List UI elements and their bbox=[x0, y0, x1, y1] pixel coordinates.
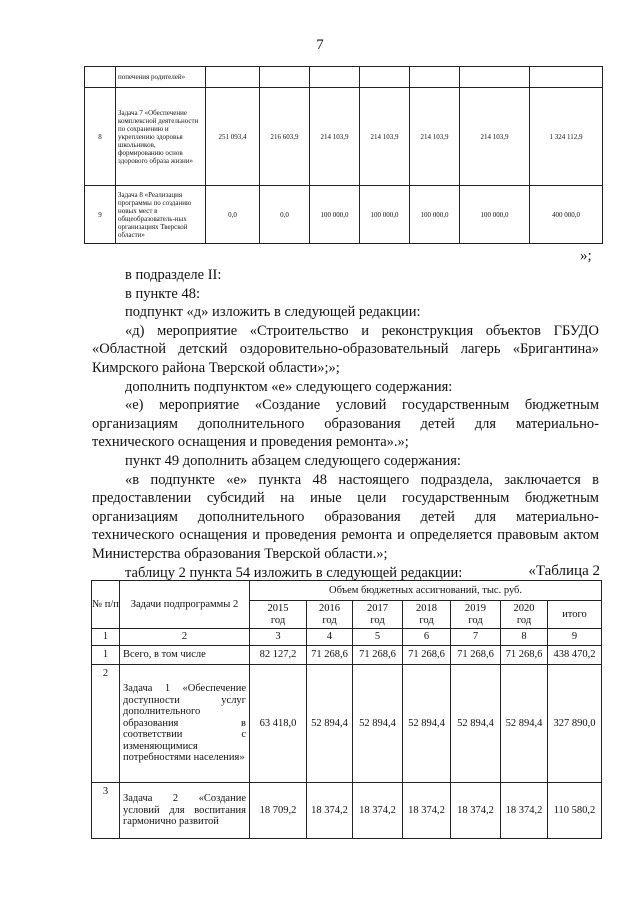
paragraph: «д) мероприятие «Строительство и реконструкция объектов ГБУДО «Областной детский оздоровительно-образовательный лагерь «Бригантина» Кимрского района Тверской области»;»; bbox=[92, 322, 599, 376]
column-number: 3 bbox=[250, 629, 307, 646]
row-number: 3 bbox=[92, 783, 120, 839]
value-cell: 327 890,0 bbox=[548, 665, 602, 783]
header-year: 2019 год bbox=[451, 601, 501, 629]
header-year: 2020 год bbox=[501, 601, 548, 629]
column-number: 7 bbox=[451, 629, 501, 646]
amendment-text bbox=[92, 266, 599, 582]
header-year: 2018 год bbox=[403, 601, 451, 629]
value-cell: 216 603,9 bbox=[260, 88, 310, 186]
value-cell: 1 324 112,9 bbox=[530, 88, 603, 186]
header-row bbox=[92, 581, 602, 601]
table-row bbox=[85, 67, 603, 88]
table-row bbox=[92, 665, 602, 783]
task-cell: Задача 1 «Обеспечение доступности услуг дополнительного образования в соответствии с изменяющимися потребностями населения» bbox=[120, 665, 250, 783]
paragraph: подпункт «д» изложить в следующей редакции: bbox=[125, 304, 421, 321]
value-cell: 0,0 bbox=[260, 186, 310, 244]
row-number: 9 bbox=[85, 186, 116, 244]
column-number: 4 bbox=[307, 629, 353, 646]
value-cell: 0,0 bbox=[206, 186, 260, 244]
header-budget: Объем бюджетных ассигнований, тыс. руб. bbox=[250, 581, 602, 601]
value-cell: 438 470,2 bbox=[548, 646, 602, 665]
row-number: 2 bbox=[92, 665, 120, 783]
value-cell: 52 894,4 bbox=[307, 665, 353, 783]
budget-table-2 bbox=[91, 580, 602, 839]
value-cell: 18 374,2 bbox=[501, 783, 548, 839]
row-number: 8 bbox=[85, 88, 116, 186]
value-cell bbox=[530, 67, 603, 88]
row-number: 1 bbox=[92, 646, 120, 665]
value-cell: 71 268,6 bbox=[403, 646, 451, 665]
value-cell: 100 000,0 bbox=[460, 186, 530, 244]
header-tasks: Задачи подпрограммы 2 bbox=[120, 581, 250, 629]
task-cell: попечения родителей» bbox=[116, 67, 206, 88]
continued-budget-table bbox=[84, 66, 603, 244]
task-cell: Всего, в том числе bbox=[120, 646, 250, 665]
paragraph: в пункте 48: bbox=[125, 285, 201, 302]
value-cell: 214 103,9 bbox=[410, 88, 460, 186]
value-cell: 71 268,6 bbox=[501, 646, 548, 665]
column-number: 2 bbox=[120, 629, 250, 646]
table-row bbox=[92, 783, 602, 839]
value-cell: 63 418,0 bbox=[250, 665, 307, 783]
value-cell: 400 000,0 bbox=[530, 186, 603, 244]
value-cell: 214 103,9 bbox=[460, 88, 530, 186]
paragraph: дополнить подпунктом «е» следующего содержания: bbox=[125, 378, 453, 395]
value-cell: 52 894,4 bbox=[501, 665, 548, 783]
header-year: 2016 год bbox=[307, 601, 353, 629]
task-cell: Задача 7 «Обеспечение комплексной деятельности по сохранению и укреплению здоровья школьников, формированию основ здорового образа жизни» bbox=[116, 88, 206, 186]
column-number: 5 bbox=[353, 629, 403, 646]
value-cell: 251 093,4 bbox=[206, 88, 260, 186]
value-cell: 100 000,0 bbox=[310, 186, 360, 244]
paragraph: пункт 49 дополнить абзацем следующего содержания: bbox=[125, 452, 461, 469]
value-cell: 110 580,2 bbox=[548, 783, 602, 839]
header-num: № п/п bbox=[92, 581, 120, 629]
table-row bbox=[85, 186, 603, 244]
task-cell: Задача 2 «Создание условий для воспитания гармонично развитой bbox=[120, 783, 250, 839]
value-cell: 214 103,9 bbox=[310, 88, 360, 186]
value-cell bbox=[310, 67, 360, 88]
column-number: 1 bbox=[92, 629, 120, 646]
paragraph: таблицу 2 пункта 54 изложить в следующей редакции: bbox=[125, 564, 463, 581]
value-cell bbox=[410, 67, 460, 88]
paragraph: в подразделе II: bbox=[125, 267, 222, 283]
table-caption: «Таблица 2 bbox=[528, 563, 600, 579]
table-row bbox=[85, 88, 603, 186]
table-row bbox=[92, 646, 602, 665]
paragraph: «в подпункте «е» пункта 48 настоящего подраздела, заключается в предоставлении субсидий на иные цели государственным бюджетным организациям дополнительного образования детей для материально-технического оснащения и проведения ремонта и определяется правовым актом Министерства образования Тверской области.»; bbox=[92, 471, 599, 562]
value-cell: 214 103,9 bbox=[360, 88, 410, 186]
header-year: 2017 год bbox=[353, 601, 403, 629]
value-cell: 100 000,0 bbox=[410, 186, 460, 244]
value-cell: 18 374,2 bbox=[403, 783, 451, 839]
value-cell: 18 374,2 bbox=[353, 783, 403, 839]
column-number: 8 bbox=[501, 629, 548, 646]
column-number: 6 bbox=[403, 629, 451, 646]
quote-closing-mark: »; bbox=[580, 248, 592, 264]
paragraph: «е) мероприятие «Создание условий государственным бюджетным организациям дополнительного образования детей для материально-технического оснащения и проведения ремонта».»; bbox=[92, 397, 599, 451]
value-cell: 18 709,2 bbox=[250, 783, 307, 839]
value-cell: 52 894,4 bbox=[353, 665, 403, 783]
value-cell: 71 268,6 bbox=[451, 646, 501, 665]
value-cell: 18 374,2 bbox=[307, 783, 353, 839]
value-cell: 71 268,6 bbox=[353, 646, 403, 665]
header-year: 2015 год bbox=[250, 601, 307, 629]
value-cell: 100 000,0 bbox=[360, 186, 410, 244]
value-cell bbox=[260, 67, 310, 88]
value-cell: 71 268,6 bbox=[307, 646, 353, 665]
value-cell bbox=[360, 67, 410, 88]
column-number: 9 bbox=[548, 629, 602, 646]
value-cell bbox=[206, 67, 260, 88]
row-number bbox=[85, 67, 116, 88]
column-number-row bbox=[92, 629, 602, 646]
header-total: итого bbox=[548, 601, 602, 629]
value-cell: 18 374,2 bbox=[451, 783, 501, 839]
task-cell: Задача 8 «Реализация программы по созданию новых мест в общеобразователь-ных организациях Тверской области» bbox=[116, 186, 206, 244]
page-number: 7 bbox=[316, 37, 324, 53]
value-cell: 82 127,2 bbox=[250, 646, 307, 665]
value-cell: 52 894,4 bbox=[403, 665, 451, 783]
value-cell bbox=[460, 67, 530, 88]
value-cell: 52 894,4 bbox=[451, 665, 501, 783]
